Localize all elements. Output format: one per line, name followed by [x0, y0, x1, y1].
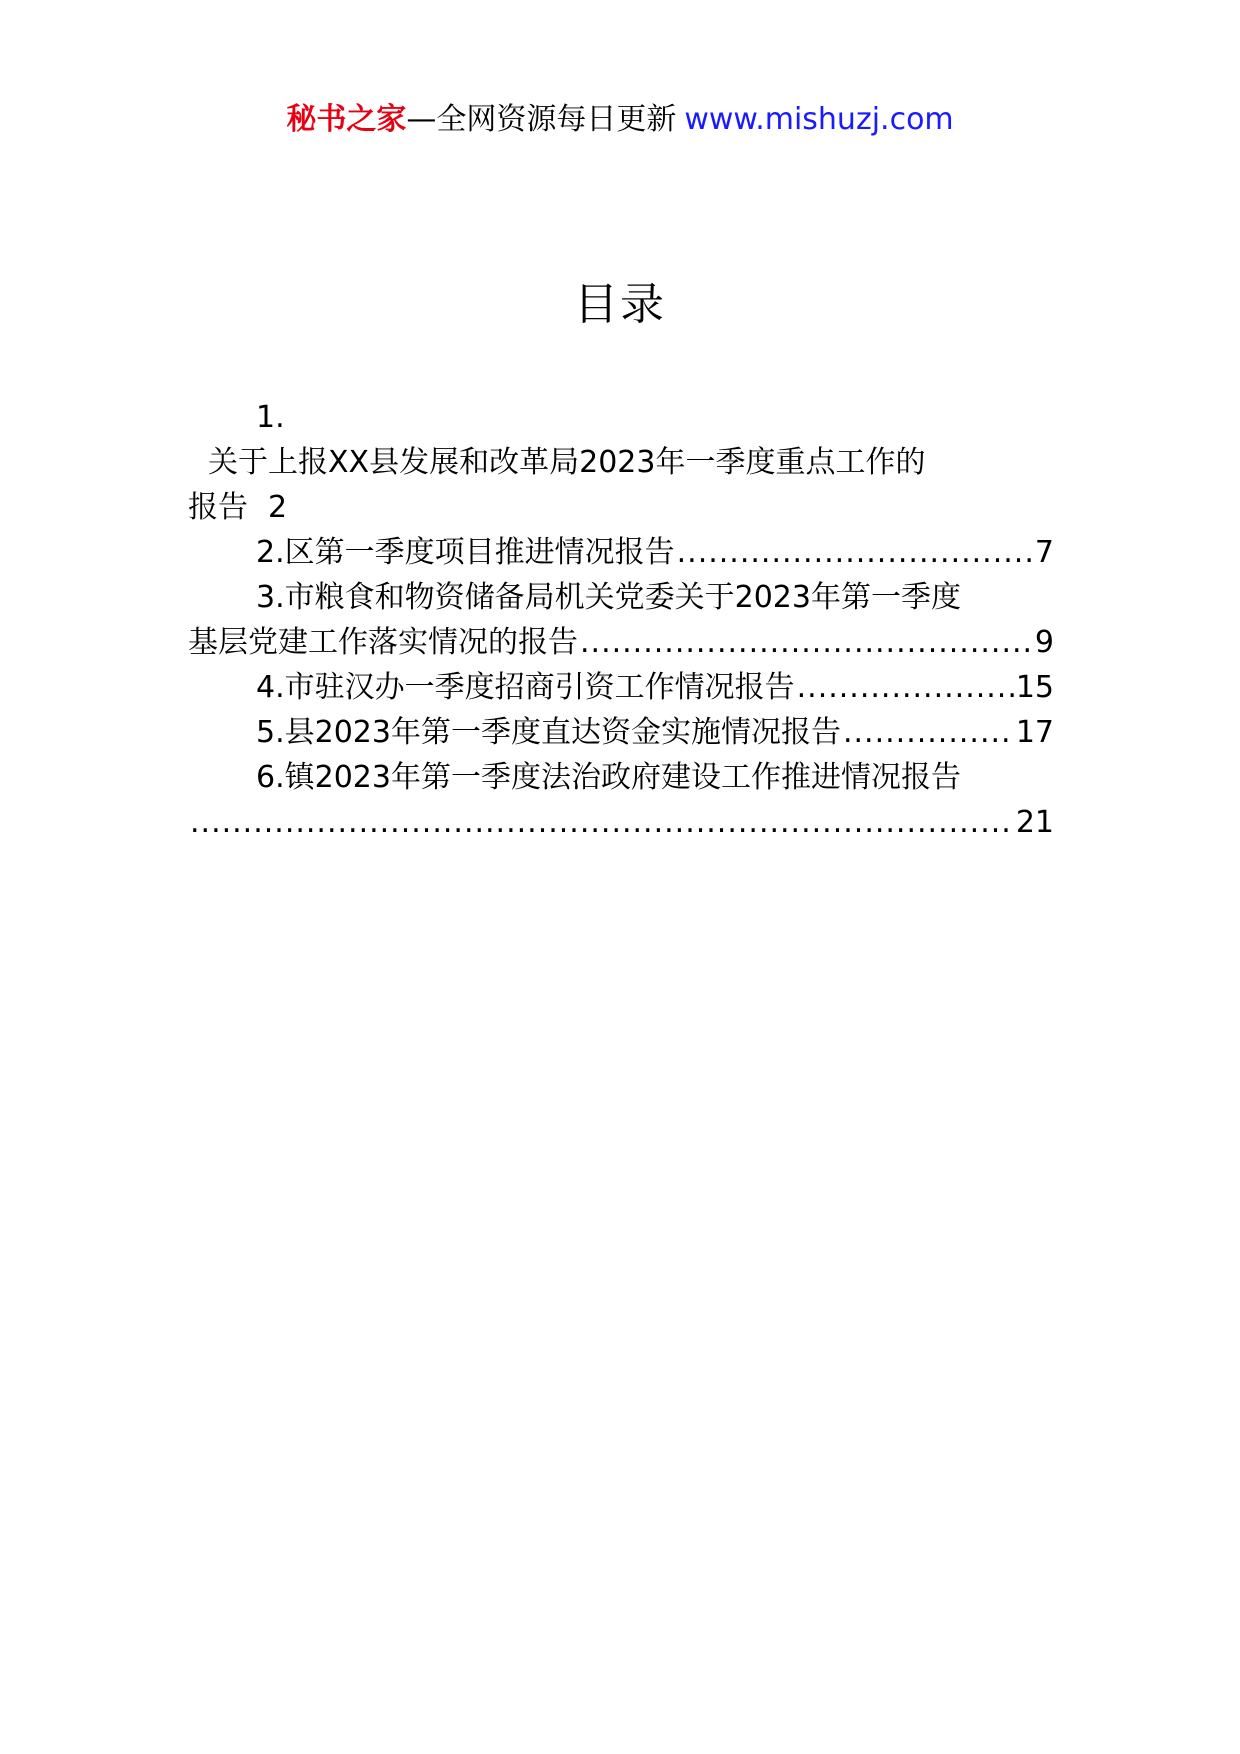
toc-line-text: 基层党建工作落实情况的报告	[188, 625, 578, 660]
toc-entry-text-line	[188, 800, 1054, 845]
toc-entry-4[interactable]	[188, 665, 1054, 710]
toc-line-text: 5.县2023年第一季度直达资金实施情况报告	[256, 715, 841, 750]
toc-page-number: 2	[268, 490, 288, 525]
dot-leader	[843, 710, 1014, 755]
toc-entry-text-line	[188, 485, 1054, 530]
toc-entry-text-line	[188, 620, 1054, 665]
toc-entry-1[interactable]	[188, 395, 1054, 530]
toc-line-text: 报告	[188, 490, 248, 525]
toc-entry-2[interactable]	[188, 530, 1054, 575]
toc-line-text: 3.市粮食和物资储备局机关党委关于2023年第一季度	[256, 580, 961, 615]
toc-page-number: 9	[1034, 625, 1054, 660]
dot-leader	[677, 530, 1033, 575]
brand-name: 秘书之家	[286, 102, 407, 137]
page-title: 目录	[574, 279, 666, 330]
toc-entry-5[interactable]	[188, 710, 1054, 755]
toc-line-text: 6.镇2023年第一季度法治政府建设工作推进情况报告	[256, 760, 961, 795]
header-tagline: —全网资源每日更新	[406, 102, 677, 137]
dot-leader	[580, 620, 1033, 665]
toc-entry-text-line	[188, 665, 1054, 710]
toc-entry-text-line	[188, 710, 1054, 755]
toc-entry-text-line	[188, 575, 1054, 620]
toc-page-number: 15	[1015, 670, 1054, 705]
dot-leader	[797, 665, 1014, 710]
toc-entry-text-line	[188, 755, 1054, 800]
toc-entry-text-line	[188, 530, 1054, 575]
toc-page-number: 21	[1015, 805, 1054, 840]
toc-line-text: 2.区第一季度项目推进情况报告	[256, 535, 675, 570]
toc-entry-6[interactable]	[188, 755, 1054, 845]
toc-entry-3[interactable]	[188, 575, 1054, 665]
site-url-link[interactable]: www.mishuzj.com	[684, 102, 954, 137]
toc-page-number: 17	[1015, 715, 1054, 750]
toc-entry-text-line	[188, 440, 1054, 485]
toc-entry-number	[188, 395, 1054, 440]
site-header	[0, 100, 1240, 140]
toc-line-text: 1.	[256, 400, 285, 435]
toc-line-text: 4.市驻汉办一季度招商引资工作情况报告	[256, 670, 795, 705]
toc-line-text: 关于上报XX县发展和改革局2023年一季度重点工作的	[208, 445, 926, 480]
toc-page-number: 7	[1034, 535, 1054, 570]
table-of-contents	[188, 395, 1054, 845]
dot-leader	[190, 800, 1014, 845]
